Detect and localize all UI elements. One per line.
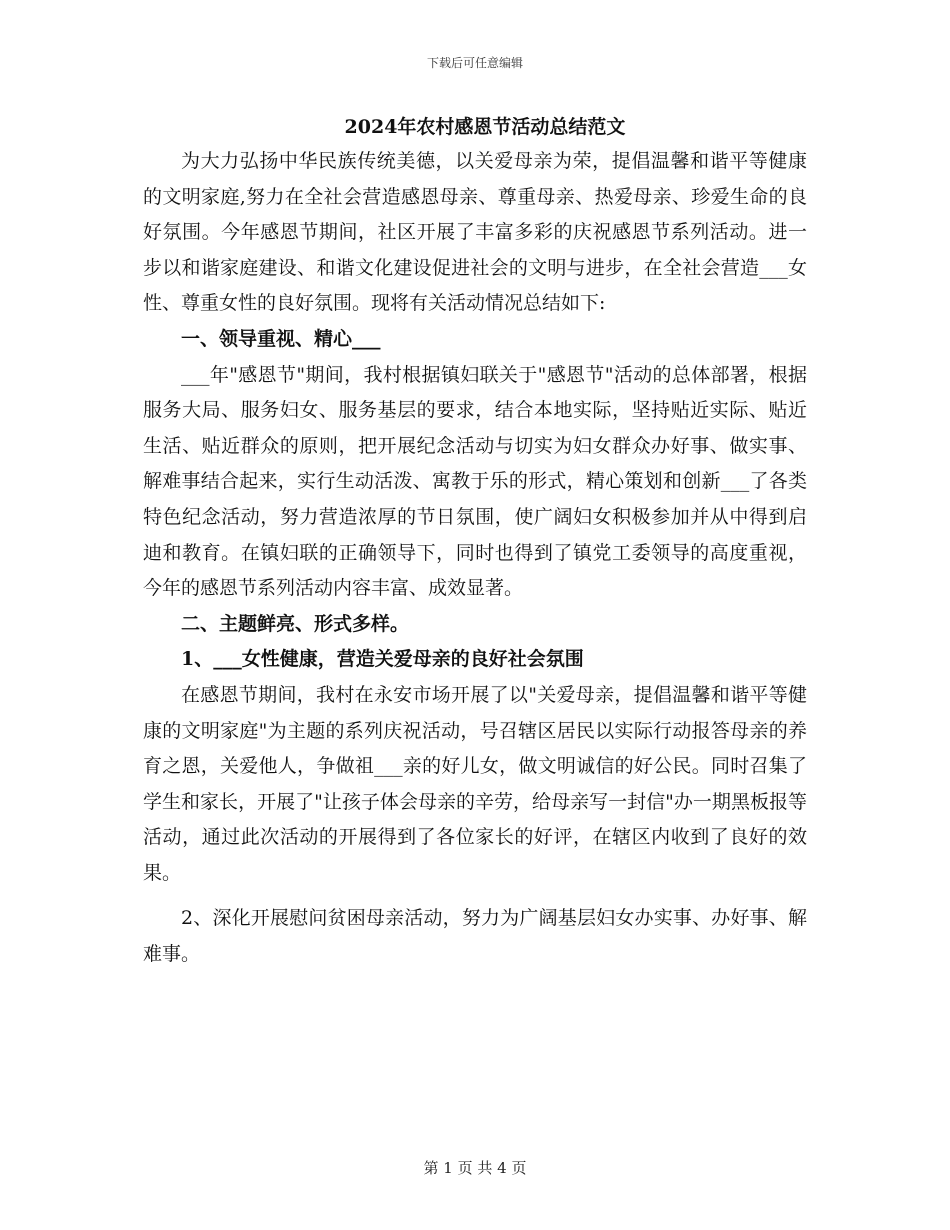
document-title: 2024年农村感恩节活动总结范文 bbox=[344, 116, 626, 138]
section-heading-2: 二、主题鲜亮、形式多样。 bbox=[181, 612, 410, 635]
section-1-paragraph: ___年"感恩节"期间，我村根据镇妇联关于"感恩节"活动的总体部署，根据服务大局、服务妇女、服务基层的要求，结合本地实际，坚持贴近实际、贴近生活、贴近群众的原则，把开展纪念活动与切实为妇女群众办好事、做实事、解难事结合起来，实行生动活泼、寓教于乐的形式，精心策划和创新___了各类特色纪念活动，努力营造浓厚的节日氛围，使广阔妇女积极参加并从中得到启迪和教育。在镇妇联的正确领导下，同时也得到了镇党工委领导的高度重视，今年的感恩节系列活动内容丰富、成效显著。 bbox=[143, 363, 807, 600]
section-heading-1: 一、领导重视、精心___ bbox=[181, 327, 381, 350]
paragraph-gap bbox=[143, 891, 807, 901]
intro-paragraph: 为大力弘扬中华民族传统美德，以关爱母亲为荣，提倡温馨和谐平等健康的文明家庭,努力在全社会营造感恩母亲、尊重母亲、热爱母亲、珍爱生命的良好氛围。今年感恩节期间，社区开展了丰富多彩的庆祝感恩节系列活动。进一步以和谐家庭建设、和谐文化建设促进社会的文明与进步，在全社会营造___女性、尊重女性的良好氛围。现将有关活动情况总结如下: bbox=[143, 150, 807, 315]
document-body bbox=[143, 112, 807, 973]
subsection-2-paragraph: 2、深化开展慰问贫困母亲活动，努力为广阔基层妇女办实事、办好事、解难事。 bbox=[143, 907, 807, 966]
page-footer: 第 1 页 共 4 页 bbox=[423, 1159, 527, 1177]
subsection-heading-1: 1、___女性健康，营造关爱母亲的良好社会氛围 bbox=[181, 648, 584, 671]
header-note: 下载后可任意编辑 bbox=[426, 56, 523, 70]
subsection-1-paragraph: 在感恩节期间，我村在永安市场开展了以"关爱母亲，提倡温馨和谐平等健康的文明家庭"为主题的系列庆祝活动，号召辖区居民以实际行动报答母亲的养育之恩，关爱他人，争做祖___亲的好儿女，做文明诚信的好公民。同时召集了学生和家长，开展了"让孩子体会母亲的辛劳，给母亲写一封信"办一期黑板报等活动，通过此次活动的开展得到了各位家长的好评，在辖区内收到了良好的效果。 bbox=[143, 683, 807, 884]
